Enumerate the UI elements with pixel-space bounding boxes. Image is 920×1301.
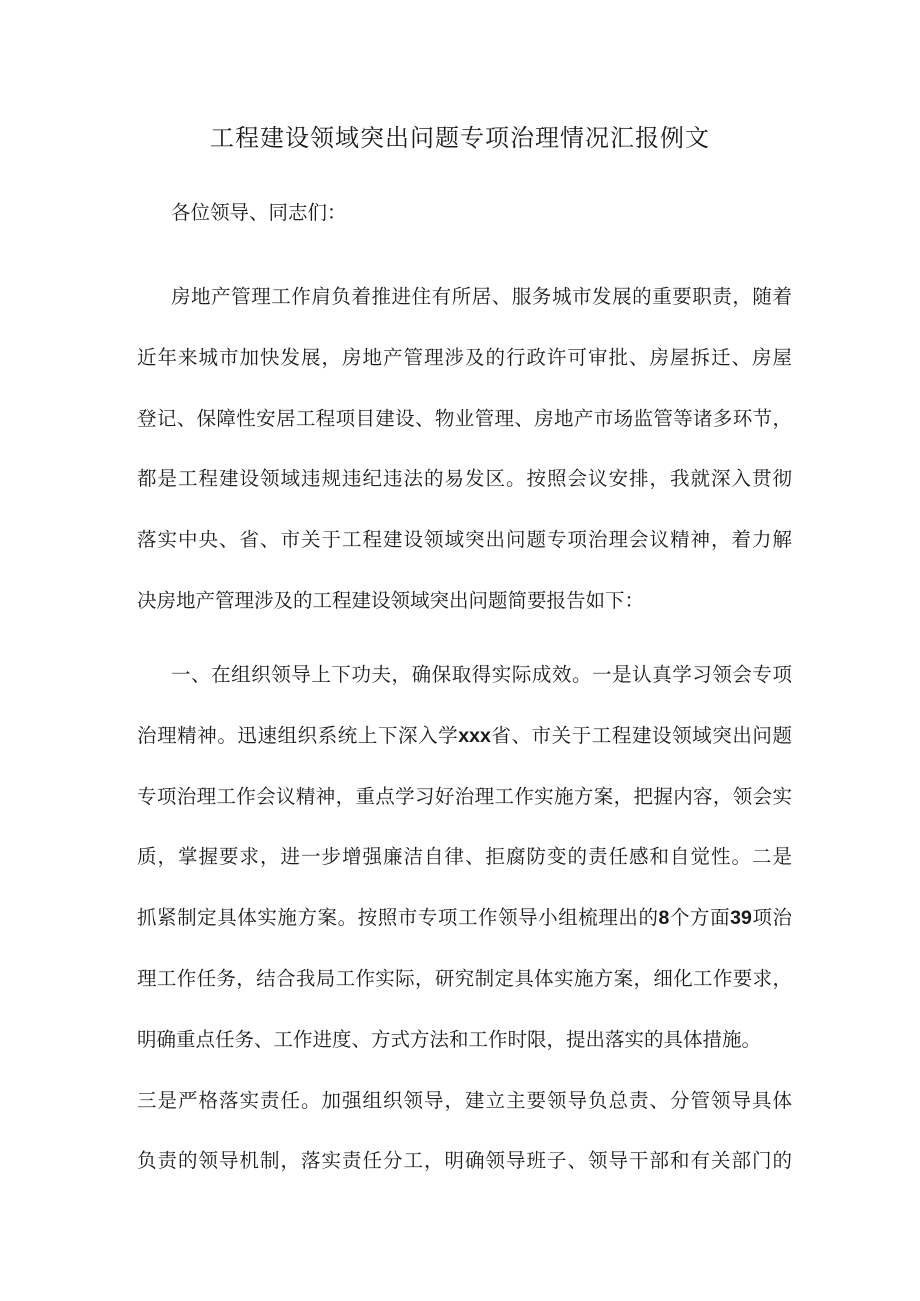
- placeholder-xxx: xxx: [458, 724, 491, 747]
- text-fragment: 个方面: [669, 906, 731, 930]
- paragraph-2-line: [137, 888, 792, 949]
- paragraph-2-line: 理工作任务，结合我局工作实际，研究制定具体实施方案，细化工作要求，: [137, 966, 792, 990]
- paragraph-2-line: 一、在组织领导上下功夫，确保取得实际成效。一是认真学习领会专项: [171, 663, 792, 686]
- paragraph-2-line: 明确重点任务、工作进度、方式方法和工作时限，提出落实的具体措施。: [137, 1027, 762, 1051]
- number-39: 39: [730, 907, 752, 930]
- document-title: 工程建设领域突出问题专项治理情况汇报例文: [210, 124, 710, 152]
- paragraph-2-line: 负责的领导机制，落实责任分工，明确领导班子、领导干部和有关部门的: [137, 1149, 792, 1173]
- text-fragment: 治理精神。迅速组织系统上下深入学: [137, 723, 459, 747]
- greeting: 各位领导、同志们：: [171, 201, 347, 224]
- text-fragment: 项治: [751, 906, 792, 930]
- paragraph-1-line: 房地产管理工作肩负着推进住有所居、服务城市发展的重要职责，随着: [171, 285, 792, 308]
- paragraph-1-line: 近年来城市加快发展，房地产管理涉及的行政许可审批、房屋拆迁、房屋: [137, 345, 792, 369]
- paragraph-1-line: 都是工程建设领域违规违纪违法的易发区。按照会议安排，我就深入贯彻: [137, 467, 792, 491]
- paragraph-2-line: 专项治理工作会议精神，重点学习好治理工作实施方案，把握内容，领会实: [137, 784, 792, 808]
- text-fragment: 抓紧制定具体实施方案。按照市专项工作领导小组梳理出的: [137, 906, 659, 930]
- paragraph-2-line: 三是严格落实责任。加强组织领导，建立主要领导负总责、分管领导具体: [137, 1088, 792, 1112]
- paragraph-1: [137, 267, 792, 632]
- paragraph-2-line: 质，掌握要求，进一步增强廉洁自律、拒腐防变的责任感和自觉性。二是: [137, 845, 792, 869]
- text-fragment: 省、市关于工程建设领域突出问题: [490, 723, 792, 747]
- number-8: 8: [658, 907, 670, 930]
- paragraph-1-line: 登记、保障性安居工程项目建设、物业管理、房地产市场监管等诸多环节，: [137, 406, 792, 430]
- paragraph-2: [137, 645, 792, 1192]
- paragraph-2-line: [137, 706, 792, 767]
- paragraph-1-line: 落实中央、省、市关于工程建设领域突出问题专项治理会议精神，着力解: [137, 528, 792, 552]
- paragraph-1-line: 决房地产管理涉及的工程建设领域突出问题简要报告如下：: [137, 588, 645, 612]
